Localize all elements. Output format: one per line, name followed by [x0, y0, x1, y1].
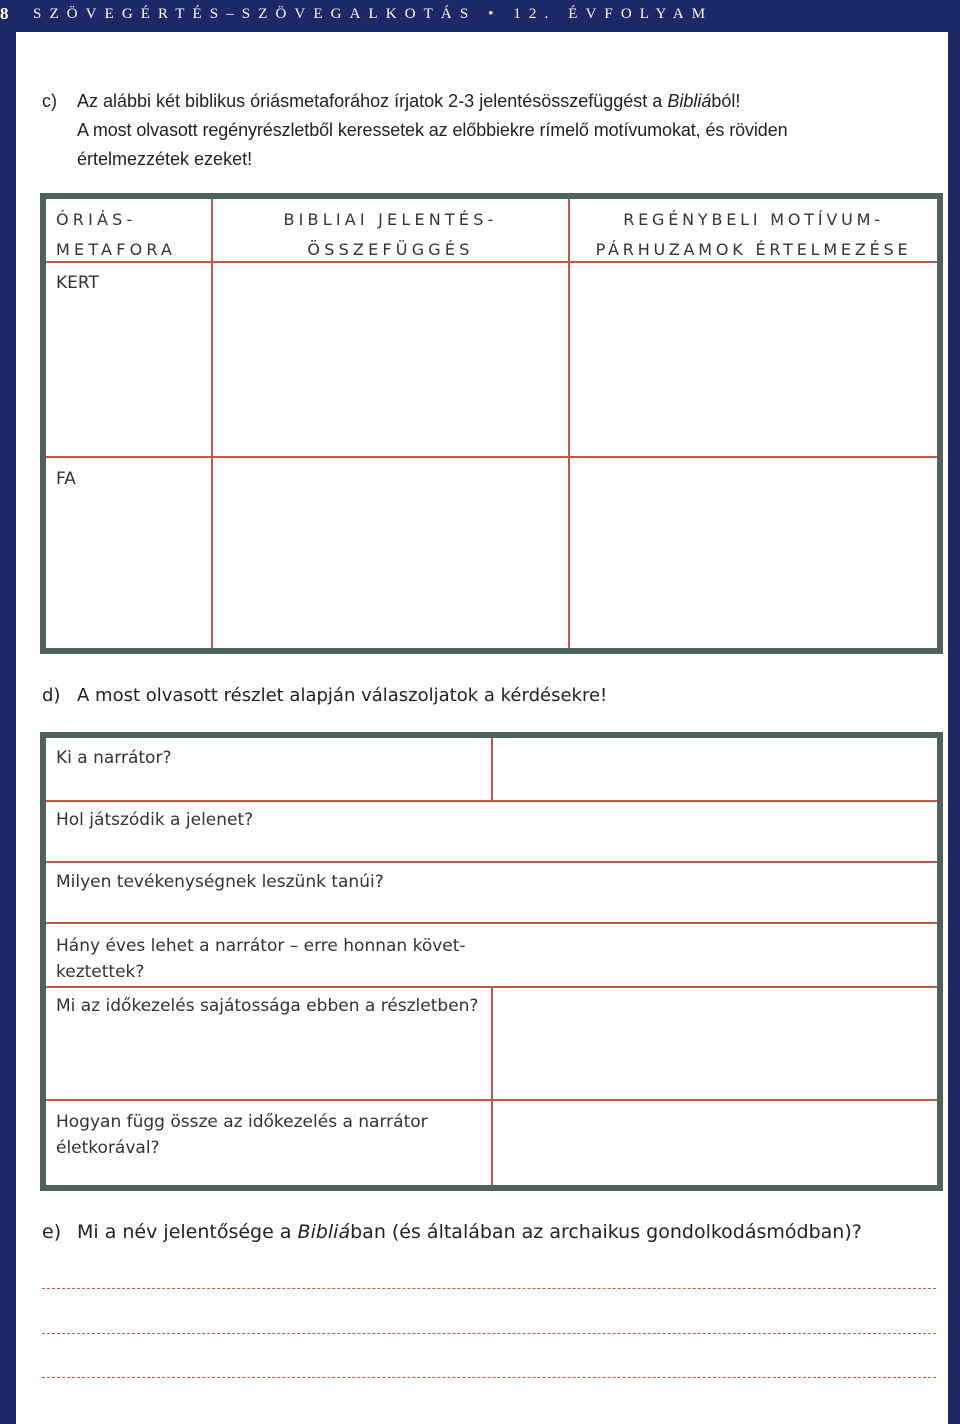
table-divider	[211, 199, 213, 648]
task-e-letter: e)	[42, 1221, 62, 1243]
question-time-and-age-line1: Hogyan függ össze az időkezelés a narrátor	[56, 1112, 428, 1132]
question-narrator: Ki a narrátor?	[56, 748, 172, 768]
table-divider	[46, 922, 937, 924]
header-novel-motifs	[570, 205, 937, 265]
header-novel-line1: REGÉNYBELI MOTÍVUM-	[623, 210, 884, 229]
task-c-italic: Bibliá	[667, 91, 712, 111]
question-location: Hol játszódik a jelenet?	[56, 810, 254, 830]
page-number: 8	[0, 4, 9, 23]
table-divider	[491, 738, 493, 800]
answer-line[interactable]	[42, 1377, 936, 1378]
answer-line[interactable]	[42, 1333, 936, 1334]
question-age-line2: keztettek?	[56, 962, 145, 982]
answer-line[interactable]	[42, 1288, 936, 1289]
row-label-fa: FA	[56, 469, 76, 489]
task-e-text-start: Mi a név jelentősége a	[77, 1221, 298, 1243]
metaphor-table	[40, 193, 943, 654]
task-e-text-end: ban (és általában az archaikus gondolkodásmódban)?	[350, 1221, 862, 1243]
table-divider	[491, 986, 493, 1099]
header-metaphor-line2: METAFORA	[56, 240, 177, 259]
header-metaphor-line1: ÓRIÁS-	[56, 210, 137, 229]
header-biblical-line2: ÖSSZEFÜGGÉS	[307, 240, 474, 259]
question-time-and-age-line2: életkorával?	[56, 1138, 160, 1158]
table-divider	[46, 456, 937, 458]
header-novel-line2: PÁRHUZAMOK ÉRTELMEZÉSE	[595, 240, 912, 259]
question-activity: Milyen tevékenységnek leszünk tanúi?	[56, 872, 384, 892]
table-divider	[46, 861, 937, 863]
question-time-handling: Mi az időkezelés sajátossága ebben a részletben?	[56, 996, 479, 1016]
header-metaphor	[56, 205, 176, 265]
table-divider	[46, 800, 937, 802]
task-d-text: A most olvasott részlet alapján válaszoljatok a kérdésekre!	[77, 685, 608, 706]
task-c-text	[77, 87, 788, 174]
running-title: SZÖVEGÉRTÉS–SZÖVEGALKOTÁS • 12. ÉVFOLYAM	[33, 6, 714, 22]
question-age	[56, 933, 466, 985]
row-label-kert: KERT	[56, 273, 99, 293]
table-divider	[568, 199, 570, 648]
task-d-letter: d)	[42, 685, 61, 706]
questions-table	[40, 732, 943, 1191]
task-e-text	[77, 1218, 862, 1246]
task-c-letter: c)	[42, 91, 57, 111]
task-c-line2: A most olvasott regényrészletből keressetek az előbbiekre rímelő motívumokat, és röviden	[77, 120, 788, 140]
header-biblical-meaning	[213, 205, 568, 265]
task-c-line3: értelmezzétek ezeket!	[77, 149, 253, 169]
task-c-line1-end: ból!	[711, 91, 741, 111]
worksheet-page	[16, 32, 948, 1424]
table-divider	[491, 1099, 493, 1185]
task-c-line1: Az alábbi két biblikus óriásmetaforához írjatok 2-3 jelentésösszefüggést a	[77, 91, 668, 111]
question-time-and-age	[56, 1109, 428, 1161]
page-header	[0, 0, 960, 32]
task-e-italic: Bibliá	[297, 1221, 351, 1243]
question-age-line1: Hány éves lehet a narrátor – erre honnan követ-	[56, 936, 466, 956]
header-biblical-line1: BIBLIAI JELENTÉS-	[283, 210, 498, 229]
